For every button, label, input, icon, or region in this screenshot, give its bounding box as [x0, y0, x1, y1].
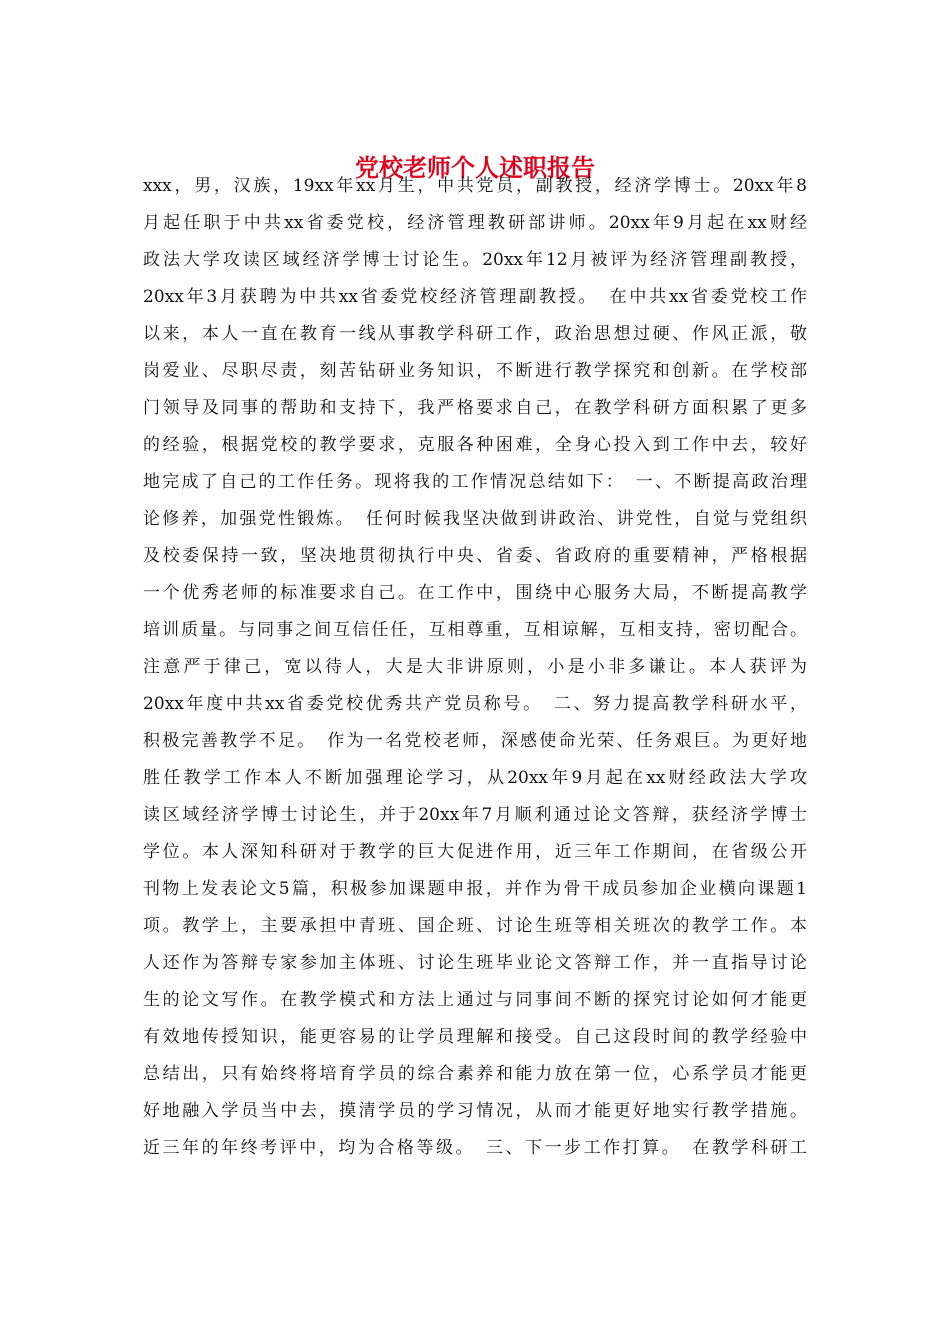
body-text-line: 门领导及同事的帮助和支持下，我严格要求自己，在教学科研方面积累了更多 [143, 398, 807, 418]
document-title: 党校老师个人述职报告 [355, 153, 595, 182]
body-text-line: 好地融入学员当中去，摸清学员的学习情况，从而才能更好地实行教学措施。 [143, 1101, 807, 1121]
body-text-line: 学位。本人深知科研对于教学的巨大促进作用，近三年工作期间，在省级公开 [143, 842, 807, 862]
body-text-line: 积极完善教学不足。 作为一名党校老师，深感使命光荣、任务艰巨。为更好地 [143, 731, 807, 751]
body-text-line: 近三年的年终考评中，均为合格等级。 三、下一步工作打算。 在教学科研工 [143, 1138, 807, 1158]
body-text-line: 20xx年3月获聘为中共xx省委党校经济管理副教授。 在中共xx省委党校工作 [143, 287, 807, 307]
body-text-line: 培训质量。与同事之间互信任任，互相尊重，互相谅解，互相支持，密切配合。 [143, 620, 807, 640]
body-text-line: 人还作为答辩专家参加主体班、讨论生班毕业论文答辩工作，并一直指导讨论 [143, 953, 807, 973]
body-text-line: 注意严于律己，宽以待人，大是大非讲原则，小是小非多谦让。本人获评为 [143, 657, 807, 677]
body-text-line: 有效地传授知识，能更容易的让学员理解和接受。自己这段时间的教学经验中 [143, 1027, 807, 1047]
body-text-line: xxx，男，汉族，19xx年xx月生，中共党员，副教授，经济学博士。20xx年8 [143, 176, 807, 196]
body-text-line: 胜任教学工作本人不断加强理论学习，从20xx年9月起在xx财经政法大学攻 [143, 768, 807, 788]
body-text-line: 生的论文写作。在教学模式和方法上通过与同事间不断的探究讨论如何才能更 [143, 990, 807, 1010]
body-text-line: 论修养，加强党性锻炼。 任何时候我坚决做到讲政治、讲党性，自觉与党组织 [143, 509, 807, 529]
body-text-line: 及校委保持一致，坚决地贯彻执行中央、省委、省政府的重要精神，严格根据 [143, 546, 807, 566]
body-text-line: 岗爱业、尽职尽责，刻苦钻研业务知识，不断进行教学探究和创新。在学校部 [143, 361, 807, 381]
body-text-line: 项。教学上，主要承担中青班、国企班、讨论生班等相关班次的教学工作。本 [143, 916, 807, 936]
body-text-line: 以来，本人一直在教育一线从事教学科研工作，政治思想过硬、作风正派，敬 [143, 324, 807, 344]
body-text-line: 读区域经济学博士讨论生，并于20xx年7月顺利通过论文答辩，获经济学博士 [143, 805, 807, 825]
body-text-line: 刊物上发表论文5篇，积极参加课题申报，并作为骨干成员参加企业横向课题1 [143, 879, 807, 899]
body-text-line: 月起任职于中共xx省委党校，经济管理教研部讲师。20xx年9月起在xx财经 [143, 213, 807, 233]
body-text-line: 的经验，根据党校的教学要求，克服各种困难，全身心投入到工作中去，较好 [143, 435, 807, 455]
document-body [143, 168, 807, 1167]
body-text-line: 总结出，只有始终将培育学员的综合素养和能力放在第一位，心系学员才能更 [143, 1064, 807, 1084]
body-text-line: 20xx年度中共xx省委党校优秀共产党员称号。 二、努力提高教学科研水平， [143, 694, 807, 714]
body-text-line: 政法大学攻读区域经济学博士讨论生。20xx年12月被评为经济管理副教授， [143, 250, 807, 270]
body-text-line: 一个优秀老师的标准要求自己。在工作中，围绕中心服务大局，不断提高教学 [143, 583, 807, 603]
body-text-line: 地完成了自己的工作任务。现将我的工作情况总结如下： 一、不断提高政治理 [143, 472, 807, 492]
